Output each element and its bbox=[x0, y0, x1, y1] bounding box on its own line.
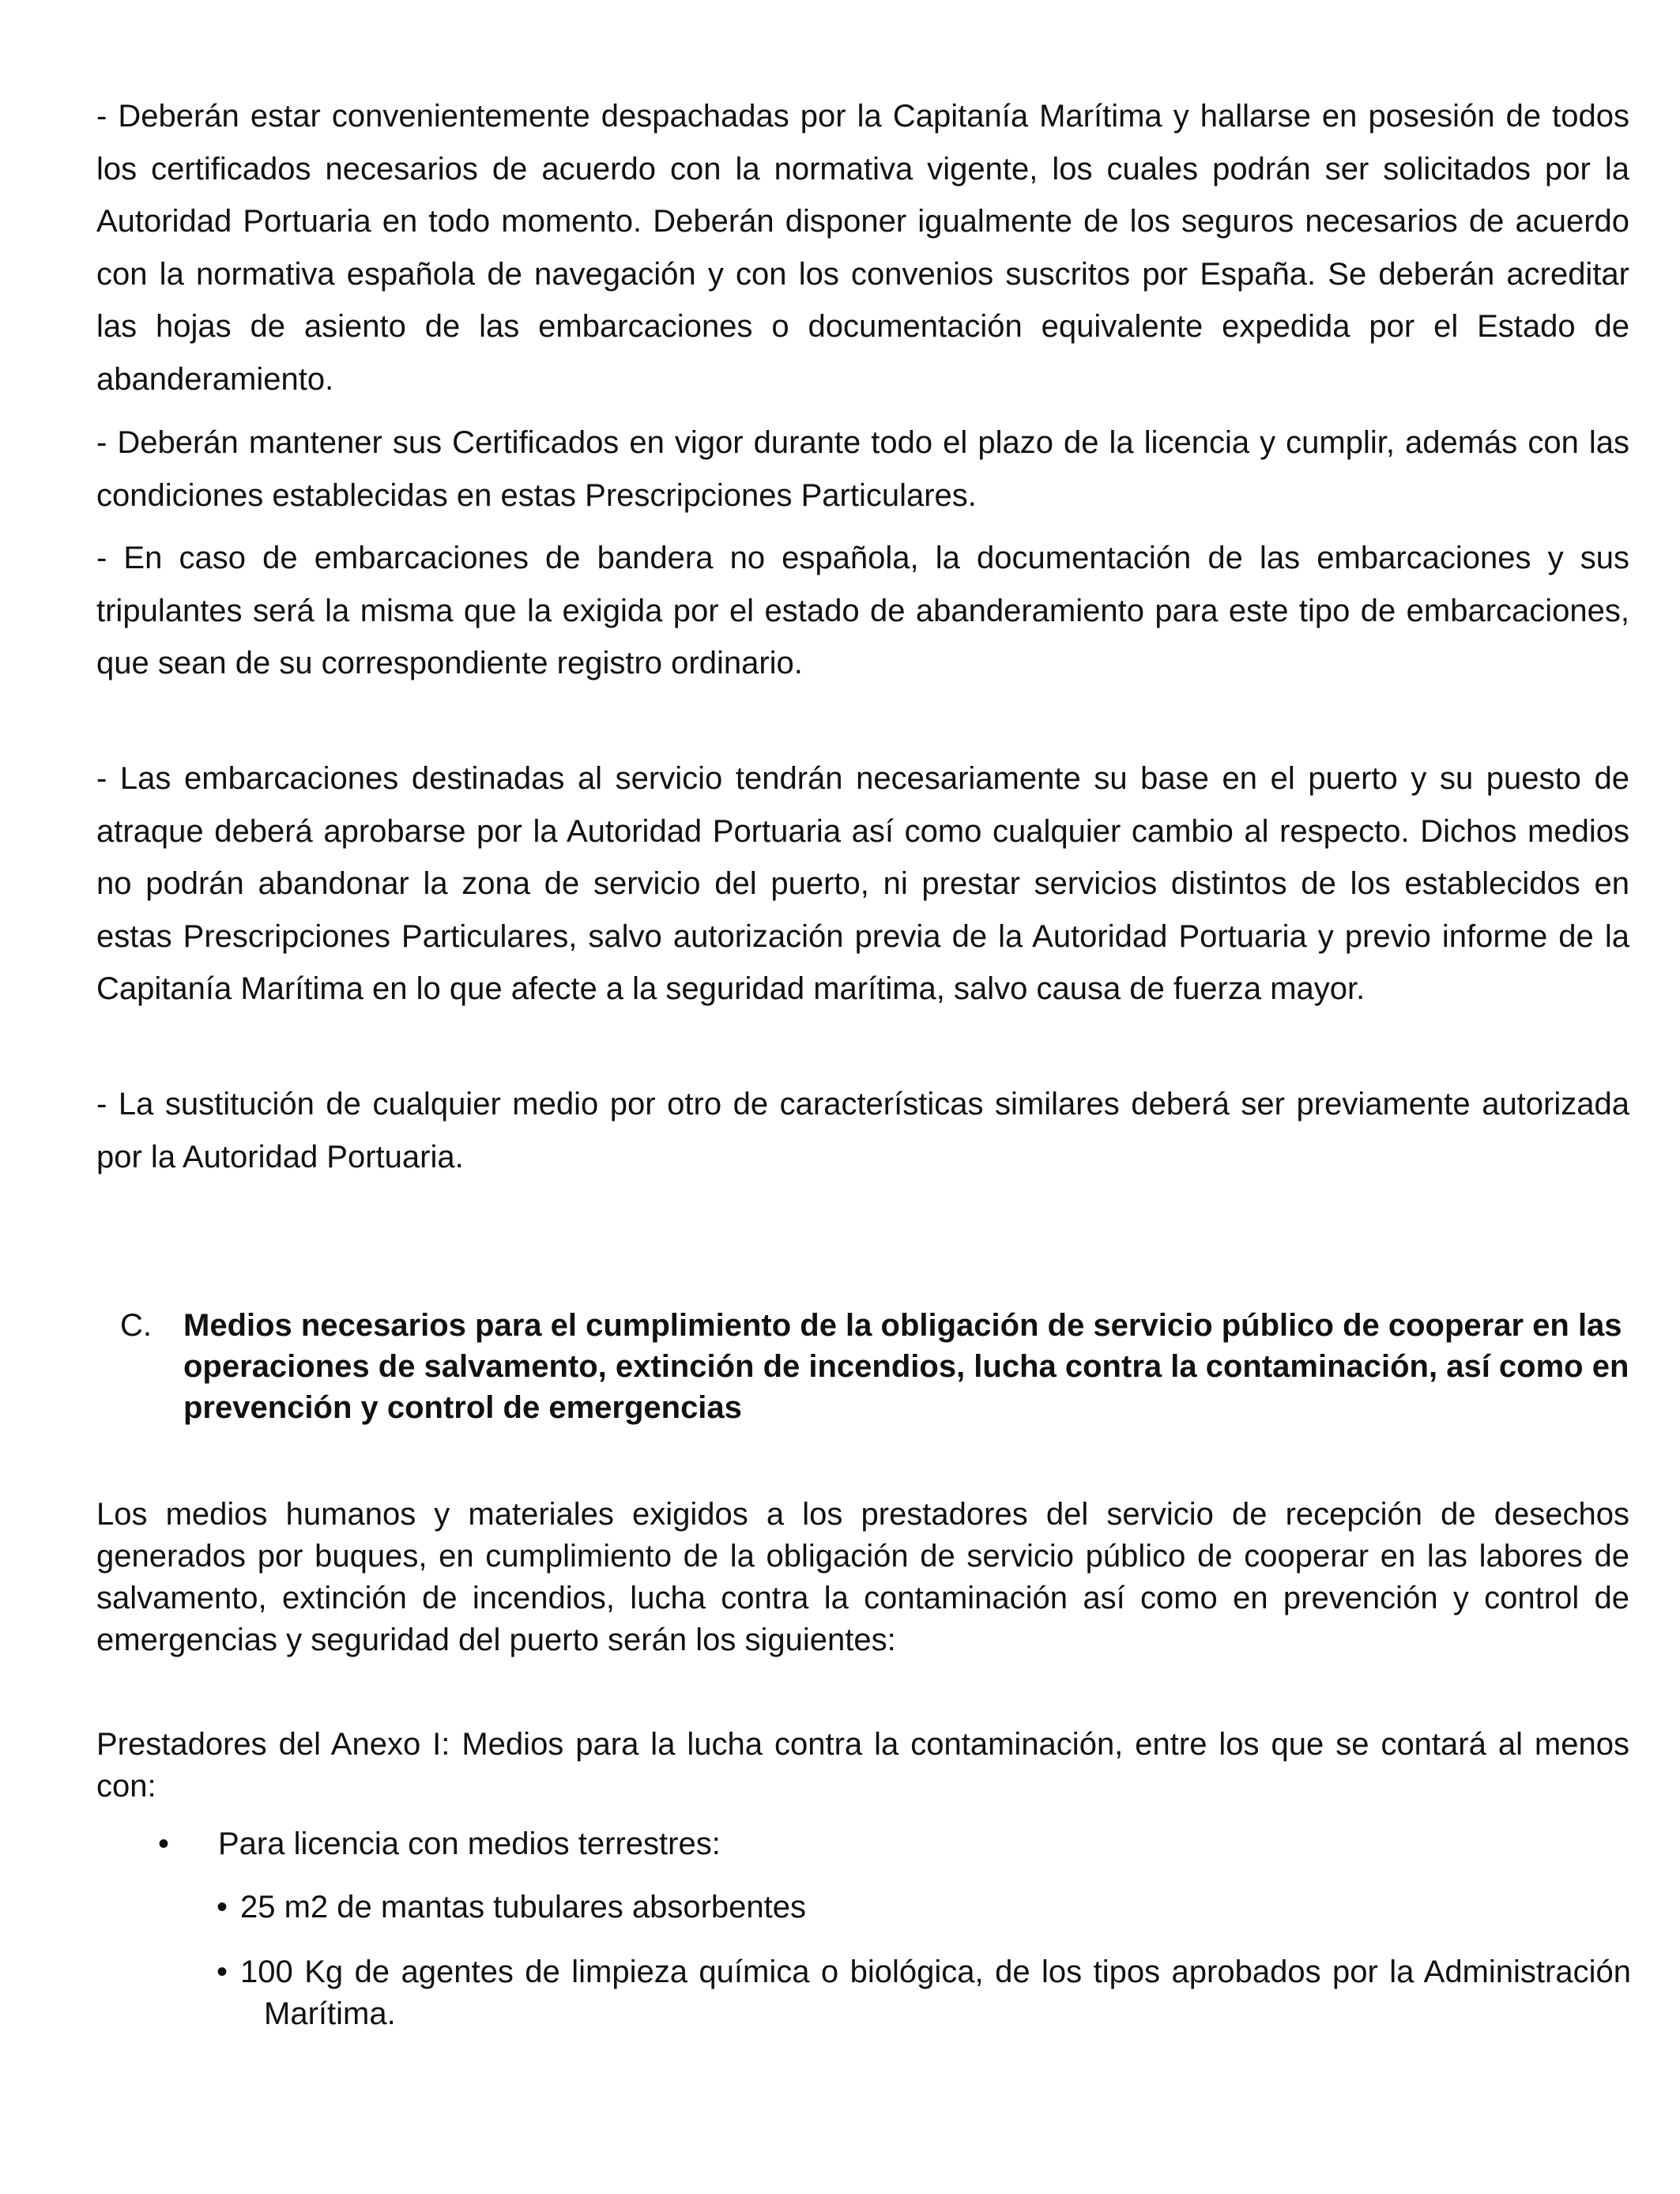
list-item bbox=[158, 1822, 1628, 1866]
bullet-icon: • bbox=[217, 1890, 228, 1924]
paragraph-sustitucion-medio: - La sustitución de cualquier medio por otro de características similares deberá ser previamente autorizada por la Autoridad Portuaria. bbox=[96, 1087, 1629, 1174]
section-title: Medios necesarios para el cumplimiento de la obligación de servicio público de cooperar en las operaciones de salvamento, extinción de incendios, lucha contra la contaminación, así como en prevención y control de emergencias bbox=[183, 1308, 1629, 1425]
paragraph-certificados-vigor: - Deberán mantener sus Certificados en vigor durante todo el plazo de la licencia y cumplir, además con las condiciones establecidas en estas Prescripciones Particulares. bbox=[96, 425, 1629, 513]
bullet-icon: • bbox=[217, 1955, 228, 1989]
paragraph-despacho-certificados: - Deberán estar convenientemente despachadas por la Capitanía Marítima y hallarse en posesión de todos los certificados necesarios de acuerdo con la normativa vigente, los cuales podrán ser solicitados por la Autoridad Portuaria en todo momento. Deberán disponer igualmente de los seguros necesarios de acuerdo con la normativa española de navegación y con los convenios suscritos por España. Se deberán acreditar las hojas de asiento de las embarcaciones o documentación equivalente expedida por el Estado de abanderamiento. bbox=[96, 99, 1629, 397]
section-heading bbox=[120, 1305, 1637, 1428]
paragraph-bandera-no-espanola: - En caso de embarcaciones de bandera no española, la documentación de las embarcaciones y sus tripulantes será la misma que la exigida por el estado de abanderamiento para este tipo de embarcaciones, que sean de su correspondiente registro ordinario. bbox=[96, 541, 1629, 680]
paragraph-prestadores-anexo: Prestadores del Anexo I: Medios para la lucha contra la contaminación, entre los que se contará al menos con: bbox=[96, 1727, 1629, 1804]
list-item bbox=[217, 1887, 1631, 1928]
paragraph-medios-humanos: Los medios humanos y materiales exigidos a los prestadores del servicio de recepción de desechos generados por buques, en cumplimiento de la obligación de servicio público de cooperar en las labores de salvamento, extinción de incendios, lucha contra la contaminación así como en prevención y control de emergencias y seguridad del puerto serán los siguientes: bbox=[96, 1497, 1629, 1657]
paragraph-base-puerto: - Las embarcaciones destinadas al servicio tendrán necesariamente su base en el puerto y su puesto de atraque deberá aprobarse por la Autoridad Portuaria así como cualquier cambio al respecto. Dichos medios no podrán abandonar la zona de servicio del puerto, ni prestar servicios distintos de los establecidos en estas Prescripciones Particulares, salvo autorización previa de la Autoridad Portuaria y previo informe de la Capitanía Marítima en lo que afecte a la seguridad marítima, salvo causa de fuerza mayor. bbox=[96, 761, 1629, 1006]
list-item bbox=[217, 1951, 1631, 2035]
section-letter: C. bbox=[120, 1308, 152, 1343]
list-item-text: 25 m2 de mantas tubulares absorbentes bbox=[240, 1890, 806, 1924]
list-item-text: Para licencia con medios terrestres: bbox=[218, 1826, 721, 1861]
list-item-text: 100 Kg de agentes de limpieza química o biológica, de los tipos aprobados por la Administración Marítima. bbox=[240, 1955, 1631, 2031]
bullet-icon: • bbox=[158, 1826, 170, 1861]
